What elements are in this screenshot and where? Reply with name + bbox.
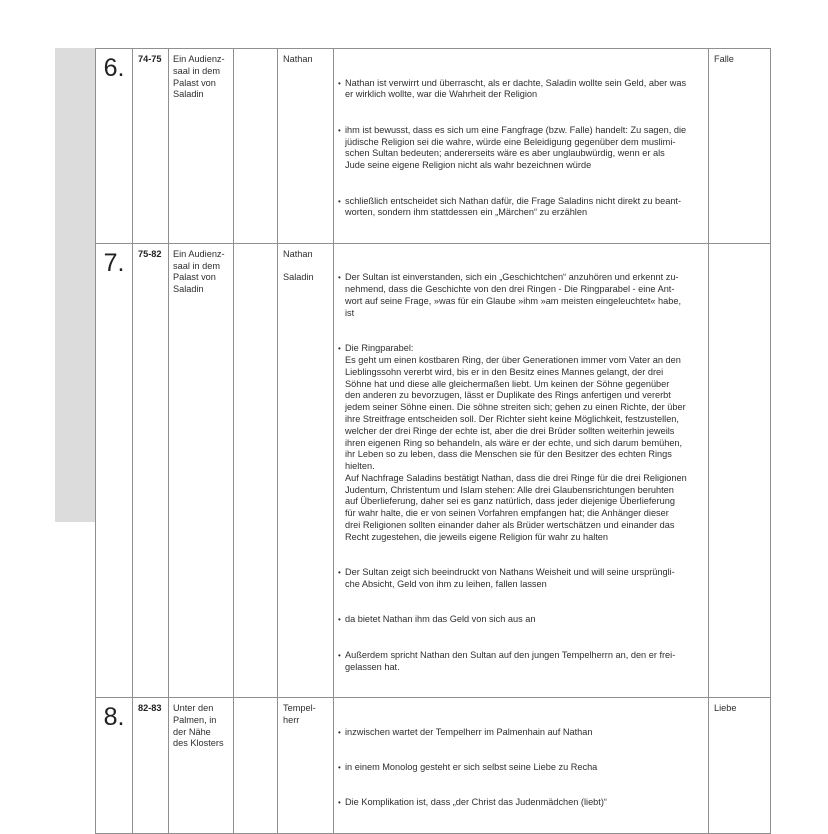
table-row: [96, 49, 771, 244]
bullet-item: • Außerdem spricht Nathan den Sultan auf den jungen Tempelherrn an, den er frei- gelassen hat.: [338, 650, 705, 674]
content-list: [334, 243, 709, 697]
scene-overview-table: [95, 48, 771, 834]
page-range: 75-82: [133, 243, 169, 697]
location: Unter den Palmen, in der Nähe des Klosters: [169, 698, 234, 834]
bullet-item: • Nathan ist verwirrt und überrascht, als er dachte, Saladin wollte sein Geld, aber was er wirklich wollte, war die Wahrheit der Religion: [338, 78, 705, 102]
table-row: [96, 698, 771, 834]
blank-cell: [234, 698, 278, 834]
bullet-item: • inzwischen wartet der Tempelherr im Palmenhain auf Nathan: [338, 727, 705, 739]
bullet-item: • schließlich entscheidet sich Nathan dafür, die Frage Saladins nicht direkt zu beant- worten, sondern ihm stattdessen ein „Märchen“ zu erzählen: [338, 196, 705, 220]
content-list: [334, 698, 709, 834]
table-row: [96, 243, 771, 697]
bullet-item: • ihm ist bewusst, dass es sich um eine Fangfrage (bzw. Falle) handelt: Zu sagen, die jüdische Religion sei die wahre, würde eine Beleidigung gegenüber dem muslimi- schen Sultan bedeuten; andererseits wäre es aber unglaubwürdig, wenn er als Jude seine eigene Religion nicht als wahr bezeichnen würde: [338, 125, 705, 172]
bullet-item: • Die Komplikation ist, dass „der Christ das Judenmädchen (liebt)“: [338, 797, 705, 809]
page-range: 82-83: [133, 698, 169, 834]
location: Ein Audienz- saal in dem Palast von Saladin: [169, 49, 234, 244]
characters: Tempel- herr: [278, 698, 334, 834]
bullet-item: • Die Ringparabel: Es geht um einen kostbaren Ring, der über Generationen immer vom Vater an den Lieblingssohn vererbt wird, bis er in den Besitz eines Mannes gelangt, der drei Söhne hat und diese alle gleichermaßen liebt. Um keinen der Söhne gegenüber den anderen zu bevorzugen, lässt er Duplikate des Rings anfertigen und vererbt jedem seiner Söhne einen. Die söhne streiten sich; gehen zu einen Richte, der über ihre Streitfrage entscheiden soll. Der Richter sieht keine Möglichkeit, festzustellen, welcher der drei Ringe der echte ist, aber die drei Brüder sollten weiterhin jeweils ihren eigenen Ring so behandeln, als wäre er der echte, und sich darum bemühen, ihr Leben so zu leben, dass die Menschen sie für den Besitzer des echten Rings hielten. Auf Nachfrage Saladins bestätigt Nathan, dass die drei Ringe für die drei Religionen Judentum, Christentum und Islam stehen: Alle drei Glaubensrichtungen beruhten auf Überlieferung, daher sei es ganz natürlich, dass jeder diejenige Überlieferung für wahr halte, die er von seinen Vorfahren empfangen hat; die Anhänger dieser drei Religionen sollten einander daher als Brüder wertschätzen und einander das Recht zugestehen, die jeweils eigene Religion für wahr zu halten: [338, 343, 705, 544]
bullet-item: • da bietet Nathan ihm das Geld von sich aus an: [338, 614, 705, 626]
theme: Liebe: [709, 698, 771, 834]
location: Ein Audienz- saal in dem Palast von Saladin: [169, 243, 234, 697]
theme: [709, 243, 771, 697]
blank-cell: [234, 49, 278, 244]
theme: Falle: [709, 49, 771, 244]
bullet-item: • in einem Monolog gesteht er sich selbst seine Liebe zu Recha: [338, 762, 705, 774]
scene-number: 6.: [96, 49, 133, 244]
blank-cell: [234, 243, 278, 697]
left-margin-bar: [55, 48, 95, 522]
characters: Nathan Saladin: [278, 243, 334, 697]
scene-number: 8.: [96, 698, 133, 834]
content-list: [334, 49, 709, 244]
characters: Nathan: [278, 49, 334, 244]
bullet-item: • Der Sultan zeigt sich beeindruckt von Nathans Weisheit und will seine ursprüngli- che Absicht, Geld von ihm zu leihen, fallen lassen: [338, 567, 705, 591]
bullet-item: • Der Sultan ist einverstanden, sich ein „Geschichtchen“ anzuhören und erkennt zu- nehmend, dass die Geschichte von den drei Ringen - Die Ringparabel - eine Ant- wort auf seine Frage, »was für ein Glaube »ihm »am meisten eingeleuchtet« habe, ist: [338, 272, 705, 319]
page-range: 74-75: [133, 49, 169, 244]
scene-number: 7.: [96, 243, 133, 697]
